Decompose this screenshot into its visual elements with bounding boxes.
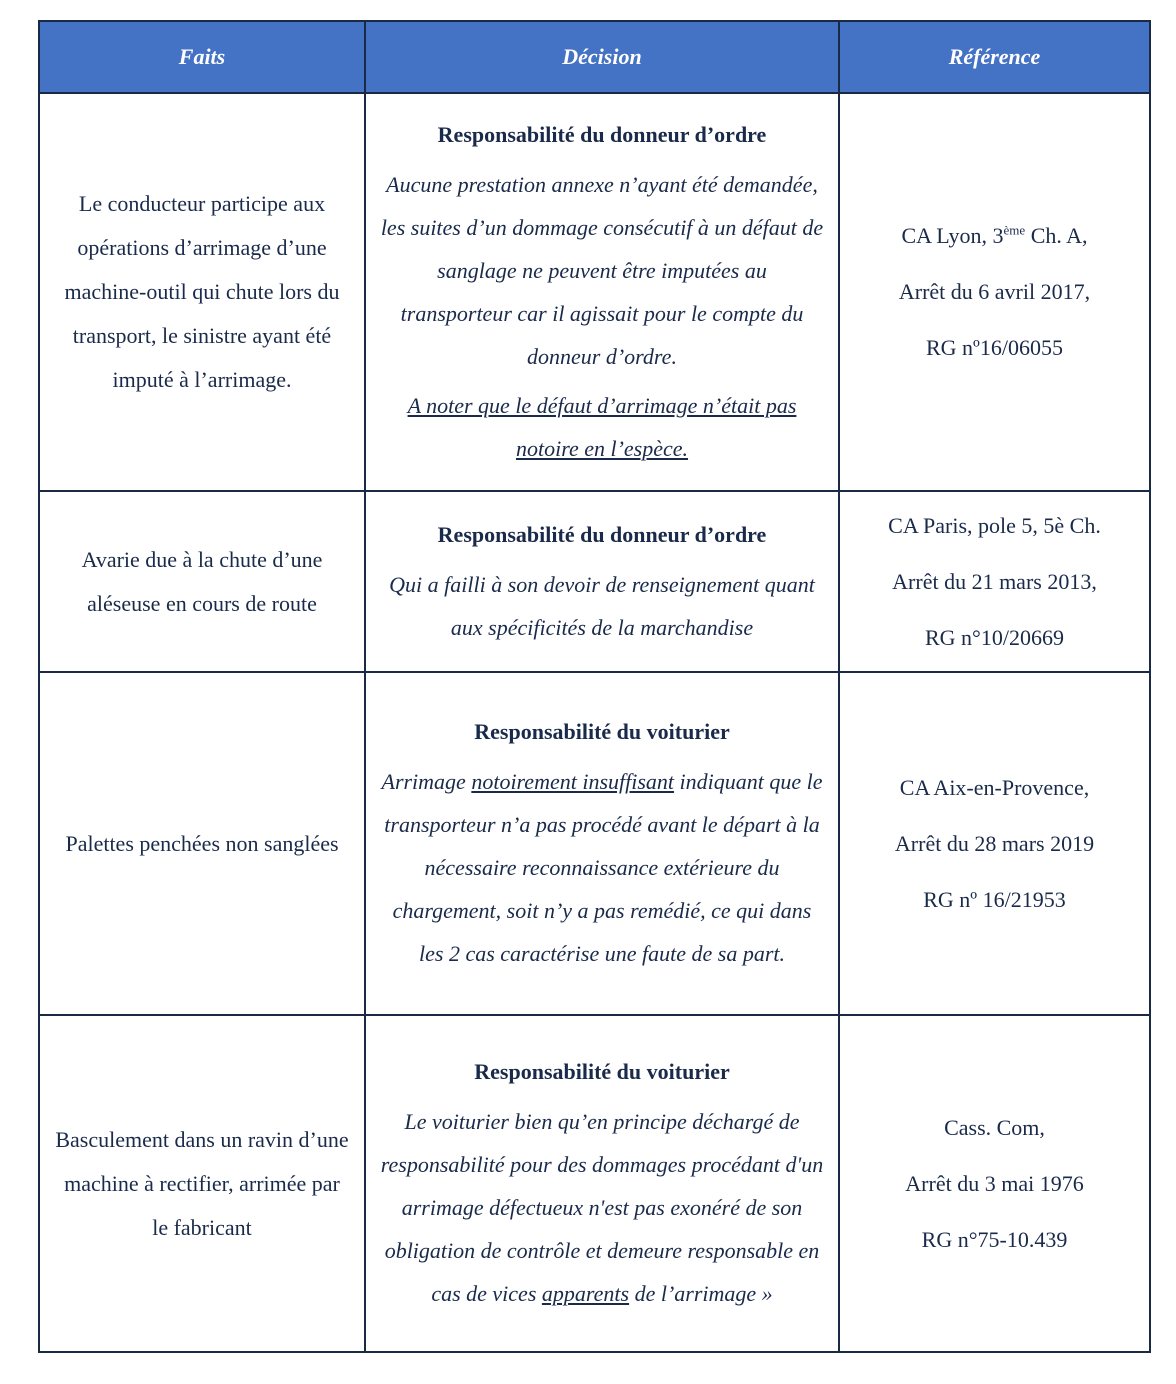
decision-title: Responsabilité du donneur d’ordre: [437, 521, 767, 547]
decision-text: Qui a failli à son devoir de renseignement quant aux spécificités de la marchandise: [389, 571, 815, 640]
reference-rg: RG n°10/20669: [925, 624, 1064, 650]
reference-date: Arrêt du 3 mai 1976: [905, 1170, 1084, 1196]
cell-reference: [839, 672, 1150, 1015]
cell-decision: [365, 93, 839, 491]
decision-title: Responsabilité du voiturier: [474, 719, 730, 744]
table-row: [39, 672, 1150, 1015]
decision-title: Responsabilité du donneur d’ordre: [437, 121, 767, 147]
cell-decision: [365, 672, 839, 1015]
decision-text: [380, 1100, 824, 1315]
reference-line: [854, 208, 1135, 264]
decision-text: Aucune prestation annexe n’ayant été demandée, les suites d’un dommage consécutif à un défaut de sanglage ne peuvent être imputées au transporteur car il agissait pour le compte du donneur d’ordre.: [380, 171, 824, 369]
cell-fait: Avarie due à la chute d’une aléseuse en cours de route: [39, 491, 365, 672]
cell-fait: Palettes penchées non sanglées: [39, 672, 365, 1015]
reference-rg: RG nº 16/21953: [923, 886, 1066, 912]
cell-decision: [365, 491, 839, 672]
table-row: [39, 93, 1150, 491]
header-decision: Décision: [365, 21, 839, 93]
decision-text-underlined: apparents: [541, 1281, 630, 1306]
reference-rg: RG nº16/06055: [926, 335, 1063, 360]
decision-title: Responsabilité du voiturier: [474, 1059, 730, 1084]
header-reference: Référence: [839, 21, 1150, 93]
cell-fait: Basculement dans un ravin d’une machine à rectifier, arrimée par le fabricant: [39, 1015, 365, 1352]
decision-text-part: Le voiturier bien qu’en principe déchargé de responsabilité pour des dommages procédant d'un arrimage défectueux n'est pas exonéré de son obligation de contrôle et demeure responsable en cas de vices: [380, 1109, 824, 1306]
table-row: [39, 491, 1150, 672]
cell-reference: [839, 491, 1150, 672]
decision-note: A noter que le défaut d’arrimage n’était pas notoire en l’espèce.: [407, 392, 797, 461]
table-row: [39, 1015, 1150, 1352]
decision-text: [380, 760, 824, 975]
reference-court: CA Paris, pole 5, 5è Ch.: [888, 512, 1101, 538]
reference-court: CA Lyon, 3: [901, 223, 1004, 248]
header-row: [39, 21, 1150, 93]
reference-date: Arrêt du 21 mars 2013,: [892, 568, 1097, 594]
cell-reference: [839, 93, 1150, 491]
reference-date: Arrêt du 6 avril 2017,: [898, 279, 1091, 304]
decision-text-part: Arrimage: [381, 769, 472, 794]
cell-reference: [839, 1015, 1150, 1352]
decision-text-part: de l’arrimage »: [629, 1281, 773, 1306]
reference-court: Cass. Com,: [944, 1114, 1045, 1140]
cell-fait: Le conducteur participe aux opérations d’arrimage d’une machine-outil qui chute lors du transport, le sinistre ayant été imputé à l’arrimage.: [39, 93, 365, 491]
reference-rg: RG n°75-10.439: [921, 1226, 1068, 1252]
reference-superscript: ème: [1003, 222, 1026, 238]
reference-chamber: Ch. A,: [1025, 223, 1088, 248]
reference-court: CA Aix-en-Provence,: [899, 774, 1090, 800]
reference-date: Arrêt du 28 mars 2019: [894, 830, 1095, 856]
jurisprudence-table: [38, 20, 1151, 1353]
cell-decision: [365, 1015, 839, 1352]
decision-text-part: indiquant que le transporteur n’a pas procédé avant le départ à la nécessaire reconnaissance extérieure du chargement, soit n’y a pas remédié, ce qui dans les 2 cas caractérise une faute de sa part.: [384, 769, 823, 966]
decision-text-underlined: notoirement insuffisant: [471, 769, 675, 794]
header-faits: Faits: [39, 21, 365, 93]
